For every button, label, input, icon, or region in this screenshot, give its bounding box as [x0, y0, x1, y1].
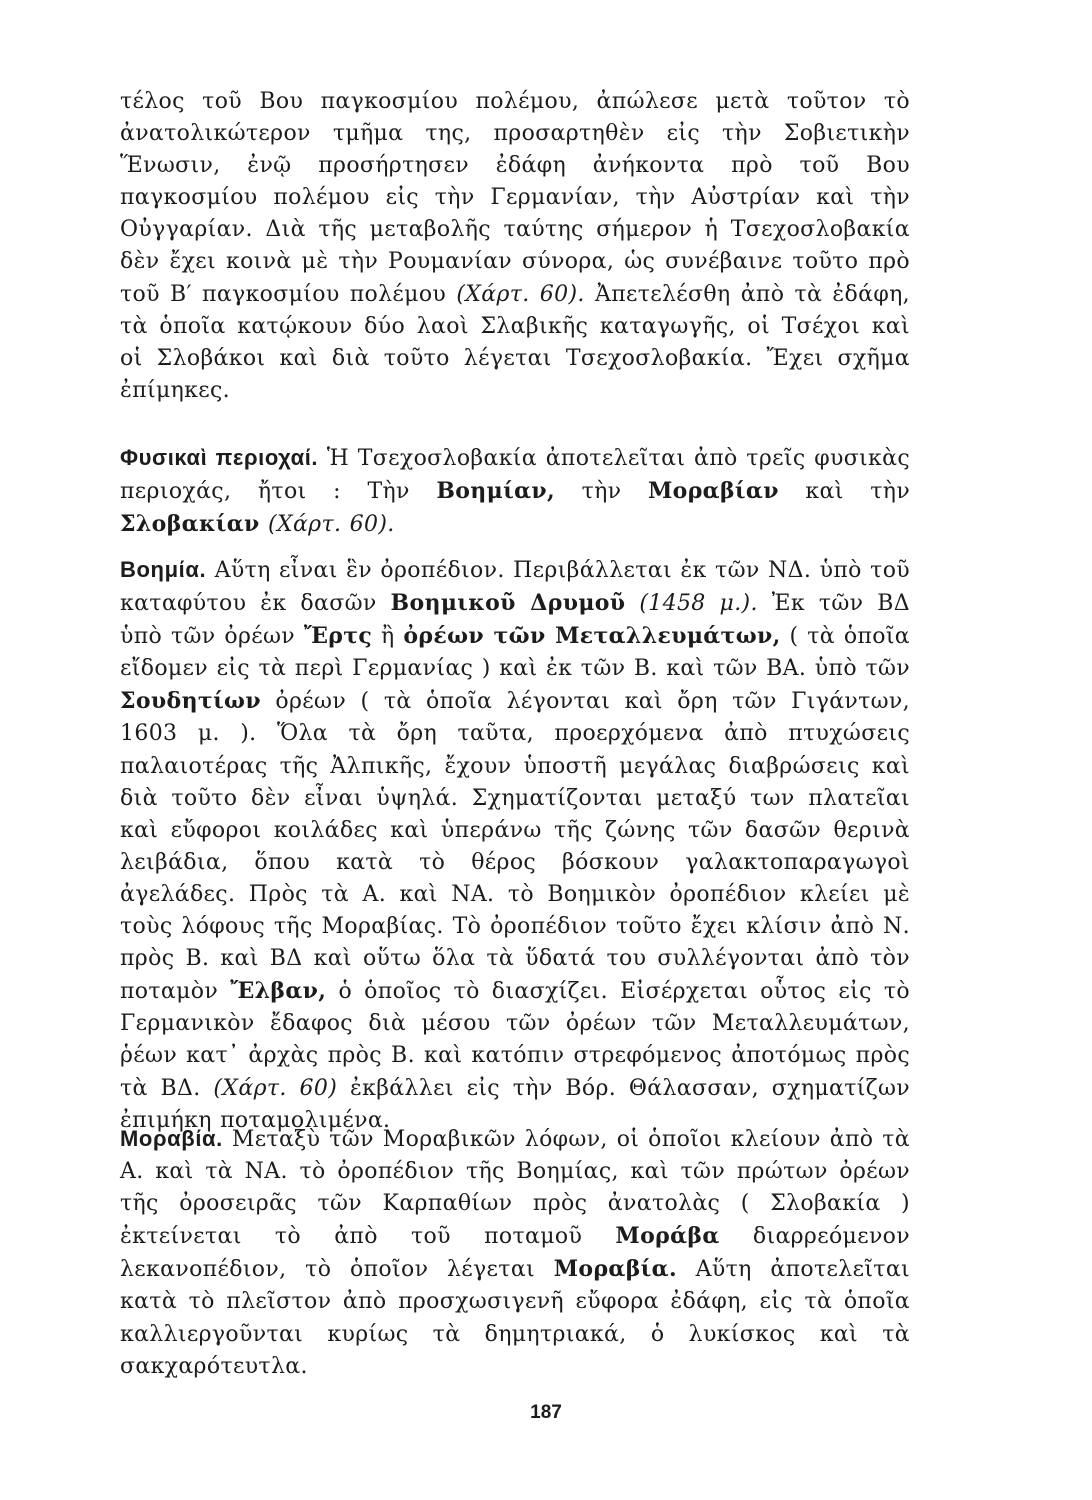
term-ore-mountains: ὀρέων τῶν Μεταλλευμάτων, [403, 623, 781, 650]
paragraph-moravia [120, 1123, 910, 1383]
paragraph-bohemia [120, 554, 910, 1137]
paragraph-text: ( τὰ ὁποῖα εἴδομεν εἰς τὰ περὶ Γερμανίας ) καὶ ἐκ τῶν Β. καὶ τῶν ΒΑ. ὑπὸ τῶν [120, 624, 910, 682]
paragraph-text: Αὕτη εἶναι ἓν ὀροπέδιον. Περιβάλλεται ἐκ τῶν ΝΔ. ὑπὸ τοῦ καταφύτου ἐκ δασῶν [120, 558, 911, 617]
map-reference: (Χάρτ. 60). [456, 281, 585, 307]
term-morava: Μοράβα [615, 1223, 720, 1250]
term-slovakia: Σλοβακίαν [120, 511, 260, 538]
paragraph-text: ἢ [380, 624, 395, 650]
term-elbe: Ἔλβαν, [230, 978, 327, 1005]
section-heading: Βοημία. [120, 557, 207, 582]
term-moravia: Μοραβίαν [647, 478, 779, 505]
paragraph-physical-regions [120, 442, 910, 541]
paragraph-text: Ἐκ τῶν ΒΔ ὑπὸ τῶν ὀρέων [120, 591, 911, 650]
page-number: 187 [530, 1402, 562, 1423]
term-erz: Ἔρτς [303, 623, 373, 650]
elevation-reference: (1458 μ.). [639, 591, 758, 617]
paragraph-text: Αὕτη ἀποτελεῖται κατὰ τὸ πλεῖστον ἀπὸ προσχωσιγενῆ εὔφορα ἐδάφη, εἰς τὰ ὁποῖα καλλιεργοῦνται κυρίως τὰ δημητριακά, ὁ λυκίσκος καὶ τὰ σακχαρότευτλα. [120, 1257, 910, 1379]
term-moravia: Μοραβία. [553, 1256, 677, 1283]
paragraph-text: Μεταξὺ τῶν Μοραβικῶν λόφων, οἱ ὁποῖοι κλείουν ἀπὸ τὰ Α. καὶ τὰ ΝΑ. τὸ ὀροπέδιον τῆς Βοημίας, καὶ τῶν πρώτων ὀρέων τῆς ὀροσειρᾶς τῶν Καρπαθίων πρὸς ἀνατολὰς ( Σλοβακία ) ἐκτείνεται τὸ ἀπὸ τοῦ ποταμοῦ [120, 1127, 910, 1250]
section-heading: Φυσικαὶ περιοχαί. [120, 445, 319, 470]
paragraph-text: διαρρεόμενον λεκανοπέδιον, τὸ ὁποῖον λέγεται [120, 1224, 911, 1283]
term-sudetes: Σουδητίων [120, 688, 261, 715]
paragraph-czechoslovakia-intro [120, 86, 910, 407]
paragraph-text: ὀρέων ( τὰ ὁποῖα λέγονται καὶ ὄρη τῶν Γιγάντων, 1603 μ. ). Ὅλα τὰ ὄρη ταῦτα, προερχόμενα ἀπὸ πτυχώσεις παλαιοτέρας τῆς Ἀλπικῆς, ἔχουν ὑποστῆ μεγάλας διαβρώσεις καὶ διὰ τοῦτο δὲν εἶναι ὑψηλά. Σχηματίζονται μεταξύ των πλατεῖαι καὶ εὔφοροι κοιλάδες καὶ ὑπεράνω τῆς ζώνης τῶν δασῶν θερινὰ λειβάδια, ὅπου κατὰ τὸ θέρος βόσκουν γαλακτοπαραγωγοὶ ἀγελάδες. Πρὸς τὰ Α. καὶ ΝΑ. τὸ Βοημικὸν ὀροπέδιον κλείει μὲ τοὺς λόφους τῆς Μοραβίας. Τὸ ὀροπέδιον τοῦτο ἔχει κλίσιν ἀπὸ Ν. πρὸς Β. καὶ ΒΔ καὶ οὕτω ὅλα τὰ ὕδατά του συλλέγονται ἀπὸ τὸν ποταμὸν [120, 689, 910, 1005]
paragraph-text: καὶ τὴν [805, 479, 911, 505]
term-bohemia: Βοημίαν, [436, 478, 555, 505]
section-heading: Μοραβία. [120, 1126, 223, 1151]
map-reference: (Χάρτ. 60). [268, 512, 395, 538]
paragraph-text: τέλος τοῦ Βου παγκοσμίου πολέμου, ἀπώλεσε μετὰ τοῦτον τὸ ἀνατολικώτερον τμῆμα της, προσαρτηθὲν εἰς τὴν Σοβιετικὴν Ἕνωσιν, ἐνῷ προσήρτησεν ἐδάφη ἀνήκοντα πρὸ τοῦ Βου παγκοσμίου πολέμου εἰς τὴν Γερμανίαν, τὴν Αὐστρίαν καὶ τὴν Οὐγγαρίαν. Διὰ τῆς μεταβολῆς ταύτης σήμερον ἡ Τσεχοσλοβακία δὲν ἔχει κοινὰ μὲ τὴν Ρουμανίαν σύνορα, ὡς συνέβαινε τοῦτο πρὸ τοῦ Β′ παγκοσμίου πολέμου [120, 89, 910, 307]
paragraph-text: τὴν [581, 479, 622, 505]
paragraph-text: Ἀπετελέσθη ἀπὸ τὰ ἐδάφη, τὰ ὁποῖα κατῴκουν δύο λαοὶ Σλαβικῆς καταγωγῆς, οἱ Τσέχοι καὶ οἱ Σλοβάκοι καὶ διὰ τοῦτο λέγεται Τσεχοσλοβακία. Ἔχει σχῆμα ἐπίμηκες. [120, 281, 910, 403]
paragraph-text: ὁ ὁποῖος τὸ διασχίζει. Εἰσέρχεται οὗτος εἰς τὸ Γερμανικὸν ἔδαφος διὰ μέσου τῶν ὀρέων τῶν Μεταλλευμάτων, ῥέων κατ᾽ ἀρχὰς πρὸς Β. καὶ κατόπιν στρεφόμενος ἀποτόμως πρὸς τὰ ΒΔ. [120, 979, 911, 1101]
paragraph-text: Ἡ Τσεχοσλοβακία ἀποτελεῖται ἀπὸ τρεῖς φυσικὰς περιοχάς, ἤτοι : Τὴν [120, 446, 911, 505]
term-bohemian-forest: Βοημικοῦ Δρυμοῦ [390, 590, 626, 617]
paragraph-text: ἐκβάλλει εἰς τὴν Βόρ. Θάλασσαν, σχηματίζων ἐπιμήκη ποταμολιμένα. [120, 1075, 910, 1133]
map-reference: (Χάρτ. 60) [213, 1075, 338, 1101]
